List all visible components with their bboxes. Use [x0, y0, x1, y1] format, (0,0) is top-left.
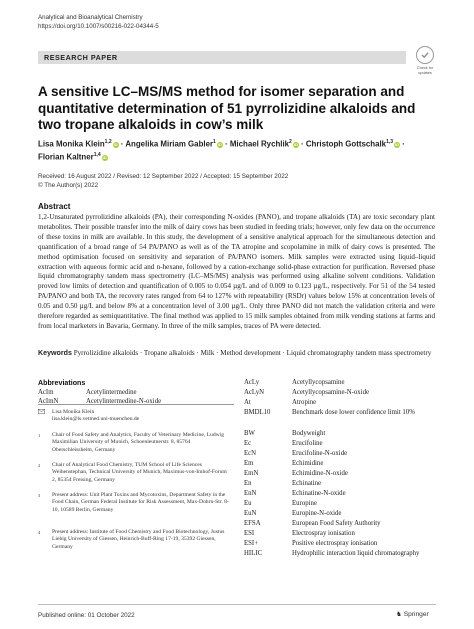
correspondence-name: Lisa Monika Klein: [52, 409, 95, 415]
check-for-updates-badge[interactable]: [412, 46, 438, 80]
abbreviation-term: EFSA: [244, 520, 261, 527]
abbreviation-term: En: [244, 480, 252, 487]
affiliation-item: [38, 529, 234, 553]
keywords: [38, 349, 435, 359]
author-affiliation-mark: 1: [213, 139, 216, 145]
author-affiliation-mark: 1,4: [93, 152, 101, 159]
affiliation-mark: 2: [38, 463, 41, 468]
check-updates-icon: [416, 46, 434, 64]
orcid-icon[interactable]: iD: [217, 141, 222, 147]
abbreviation-term: BMDL10: [244, 409, 271, 416]
orcid-icon[interactable]: iD: [113, 141, 118, 147]
abbreviation-term: HILIC: [244, 550, 263, 557]
abbreviation-term: EuN: [244, 510, 257, 517]
publisher-name: Springer: [403, 611, 429, 618]
abbreviation-term: At: [244, 399, 251, 406]
affiliation-item: [38, 492, 234, 524]
abbreviation-definition: European Food Safety Authority: [292, 520, 381, 527]
author-name[interactable]: Florian Kaltner: [38, 152, 94, 162]
abbreviation-definition: Echinatine-N-oxide: [292, 490, 346, 497]
abbreviations-heading: Abbreviations: [38, 379, 86, 387]
abbreviation-definition: Acetylintermedine-N-oxide: [86, 397, 162, 405]
affiliation-item: [38, 432, 234, 456]
abbreviation-term: AcIm: [38, 389, 54, 396]
affiliation-text: Chair of Food Safety and Analytics, Faculty of Veterinary Medicine, Ludwig Maximilian University of Munich, Schoenleutnerstr. 8, 85764 Oberschleissheim, Germany: [52, 432, 225, 453]
affiliation-text: Present address: Unit Plant Toxins and Mycotoxins, Department Safety in the Food Chain, German Federal Institute for Risk Assessment, Max-Dohrn-Str. 8-10, 10589 Berlin, Germany: [52, 492, 229, 513]
abbreviation-definition: Electrospray ionisation: [292, 530, 355, 537]
abbreviation-definition: Erucifoline: [292, 440, 323, 447]
affiliation-text: Chair of Analytical Food Chemistry, TUM School of Life Sciences Weihenstephan, Technical University of Munich, Maximus-von-Imhof-Forum 2, 85354 Freising, Germany: [52, 462, 227, 483]
abbreviation-definition: Positive electrospray ionisation: [292, 540, 378, 547]
footer-rule: [38, 604, 436, 605]
abbreviation-definition: Echimidine-N-oxide: [292, 470, 348, 477]
author-name[interactable]: Christoph Gottschalk: [305, 139, 387, 149]
abbreviation-term: AcImN: [38, 397, 59, 405]
abbreviation-term: BW: [244, 430, 255, 437]
article-title: A sensitive LC–MS/MS method for isomer separation and quantitative determination of 51 pyrrolizidine alkaloids and two tropane alkaloids in cow’s milk: [38, 84, 416, 132]
abbreviation-term: AcLy: [244, 379, 260, 386]
abbreviation-definition: Acetylintermedine: [86, 389, 137, 396]
abbreviation-term: ESI: [244, 530, 255, 537]
doi-link[interactable]: https://doi.org/10.1007/s00216-022-04344-5: [38, 23, 159, 30]
author-name[interactable]: Angelika Miriam Gabler: [125, 139, 214, 149]
author-list: Lisa Monika Klein$^{1,2}$ iD · Angelika Miriam Gabler$^1$ iD · Michael Rychlik$^2$ iD · Christoph Gottschalk$^{1,3}$ iD · Florian Kaltner$^{1,4}$ iD: [38, 139, 405, 162]
abbreviation-definition: Acetyllycopsamine-N-oxide: [292, 389, 370, 396]
check-updates-text: Check for updates: [416, 66, 434, 75]
published-date: Published online: 01 October 2022: [38, 612, 135, 619]
abstract-text: 1,2-Unsaturated pyrrolizidine alkaloids (PA), their corresponding N-oxides (PANO), and tropane alkaloids (TA) are toxic secondary plant metabolites. Their possible transfer into the milk of dairy cows has been studied in feeding trials; however, only few data on the occurrence of these toxins in milk are available. In this study, the development of a sensitive analytical approach for the simultaneous detection and quantification of a broad range of 54 PA/PANO as well as of the TA atropine and scopolamine in milk of dairy cows is presented. The method optimisation focused on sensitivity and separation of PA/PANO isomers. Milk samples were extracted using liquid–liquid extraction with aqueous formic acid and n-hexane, followed by a cation-exchange solid-phase extraction for purification. Reversed phase liquid chromatography tandem mass spectrometry (LC–MS/MS) analysis was performed using alkaline solvent conditions. Validation proved low limits of detection and quantification of 0.005 to 0.054 µg/L and of 0.009 to 0.123 µg/L, respectively. For 51 of the 54 tested PA/PANO and both TA, the recovery rates ranged from 64 to 127% with repeatability (RSDr) values below 15% at concentration levels of 0.05 and 0.50 µg/L and below 8% at a concentration level of 3.00 µg/L. Only three PANO did not match the validation criteria and were therefore regarded as semiquantitative. The final method was applied to 15 milk samples obtained from milk vending stations at farms and from local marketers in Bavaria, Germany. In three of the milk samples, traces of PA were detected.: [38, 213, 435, 330]
affiliation-mark: 3: [38, 493, 41, 498]
abstract-heading: Abstract: [38, 202, 71, 211]
abbreviation-definition: Atropine: [292, 399, 317, 406]
abbreviation-term: Em: [244, 460, 254, 467]
orcid-icon[interactable]: iD: [395, 141, 400, 147]
history-dates: Received: 16 August 2022 / Revised: 12 September 2022 / Accepted: 15 September 2022: [38, 173, 289, 180]
abbreviation-term: EnN: [244, 490, 257, 497]
copyright: © The Author(s) 2022: [38, 181, 99, 189]
abbreviation-definition: Hydrophilic interaction liquid chromatography: [292, 550, 420, 557]
abbreviation-term: EcN: [244, 450, 257, 457]
correspondence-email[interactable]: lisa.klein@ls.vetmed.uni-muenchen.de: [52, 416, 140, 423]
author-name[interactable]: Lisa Monika Klein: [38, 139, 105, 149]
publisher-logo[interactable]: [396, 610, 429, 618]
email-icon: [38, 409, 45, 417]
orcid-icon[interactable]: iD: [293, 141, 298, 147]
author-name[interactable]: Michael Rychlik: [229, 139, 290, 149]
abbreviation-definition: Echimidine: [292, 460, 324, 467]
journal-name: Analytical and Bioanalytical Chemistry: [38, 14, 143, 21]
abbreviation-term: ESI+: [244, 540, 259, 547]
abbreviation-term: Ec: [244, 440, 252, 447]
affiliation-text: Present address: Institute of Food Chemistry and Food Biotechnology, Justus Liebig University of Giessen, Heinrich-Buff-Ring 17-19, 35392 Giessen, Germany: [52, 529, 225, 550]
author-affiliation-mark: 2: [289, 139, 292, 145]
abbreviation-definition: Bodyweight: [292, 430, 326, 437]
affiliation-mark: 1: [38, 433, 41, 438]
article-type-label: RESEARCH PAPER: [44, 53, 118, 62]
keywords-label: Keywords: [38, 349, 72, 357]
abbreviation-definition: Erucifoline-N-oxide: [292, 450, 348, 457]
footnote-divider: [38, 404, 234, 405]
article-dates: [38, 173, 288, 190]
abbreviation-definition: Echinatine: [292, 480, 322, 487]
abbreviation-definition: Europine: [292, 500, 317, 507]
abbreviation-term: EmN: [244, 470, 259, 477]
abbreviation-term: AcLyN: [244, 389, 265, 396]
springer-horse-icon: ♞: [396, 611, 402, 618]
orcid-icon[interactable]: iD: [102, 154, 107, 160]
abbreviation-term: Eu: [244, 500, 252, 507]
abbreviation-definition: Benchmark dose lower confidence limit 10%: [292, 409, 415, 416]
abbreviation-definition: Acetyllycopsamine: [292, 379, 345, 386]
affiliation-mark: 4: [38, 530, 41, 535]
author-affiliation-mark: 1,3: [386, 139, 394, 145]
keywords-text: Pyrrolizidine alkaloids · Tropane alkaloids · Milk · Method development · Liquid chromatography tandem mass spectrometry: [73, 349, 432, 357]
affiliation-item: [38, 462, 234, 486]
author-affiliation-mark: 1,2: [104, 139, 112, 145]
abbreviation-definition: Europine-N-oxide: [292, 510, 342, 517]
correspondence-block: [38, 409, 234, 425]
